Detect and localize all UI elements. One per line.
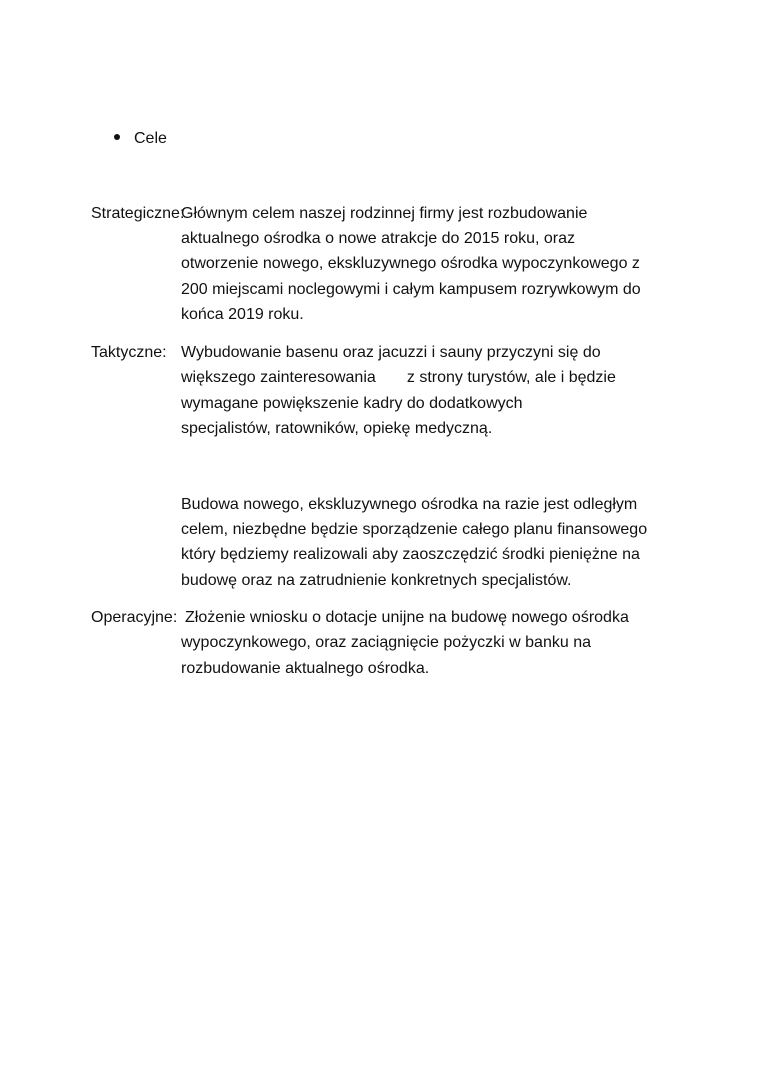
bullet-item-cele (114, 128, 167, 150)
strategiczne-line-5: końca 2019 roku. (181, 306, 304, 323)
operacyjne-line-3: rozbudowanie aktualnego ośrodka. (181, 660, 430, 677)
bullet-dot-icon (114, 134, 120, 140)
taktyczne-line-1: Wybudowanie basenu oraz jacuzzi i sauny przyczyni się do (181, 344, 601, 361)
strategiczne-line-1: Głównym celem naszej rodzinnej firmy jest rozbudowanie (181, 205, 588, 222)
operacyjne-line-2: wypoczynkowego, oraz zaciągnięcie pożyczki w banku na (181, 634, 591, 651)
taktyczne-line-2: większego zainteresowania z strony turystów, ale i będzie (181, 369, 616, 386)
bullet-text: Cele (134, 130, 167, 147)
taktyczne-line-3: wymagane powiększenie kadry do dodatkowych (181, 395, 523, 412)
taktyczne-p2-line-2: celem, niezbędne będzie sporządzenie całego planu finansowego (181, 521, 648, 538)
taktyczne-line-4: specjalistów, ratowników, opiekę medyczną. (181, 420, 493, 437)
operacyjne-label: Operacyjne: (91, 609, 178, 626)
operacyjne-line-1: Złożenie wniosku o dotacje unijne na budowę nowego ośrodka (185, 609, 629, 626)
taktyczne-label: Taktyczne: (91, 344, 167, 361)
strategiczne-label: Strategiczne: (91, 205, 185, 222)
strategiczne-line-4: 200 miejscami noclegowymi i całym kampusem rozrywkowym do (181, 281, 641, 298)
taktyczne-p2-line-1: Budowa nowego, ekskluzywnego ośrodka na razie jest odległym (181, 496, 638, 513)
strategiczne-line-3: otworzenie nowego, ekskluzywnego ośrodka wypoczynkowego z (181, 255, 640, 272)
taktyczne-p2-line-4: budowę oraz na zatrudnienie konkretnych specjalistów. (181, 572, 572, 589)
taktyczne-p2-line-3: który będziemy realizowali aby zaoszczędzić środki pieniężne na (181, 546, 640, 563)
strategiczne-line-2: aktualnego ośrodka o nowe atrakcje do 2015 roku, oraz (181, 230, 576, 247)
